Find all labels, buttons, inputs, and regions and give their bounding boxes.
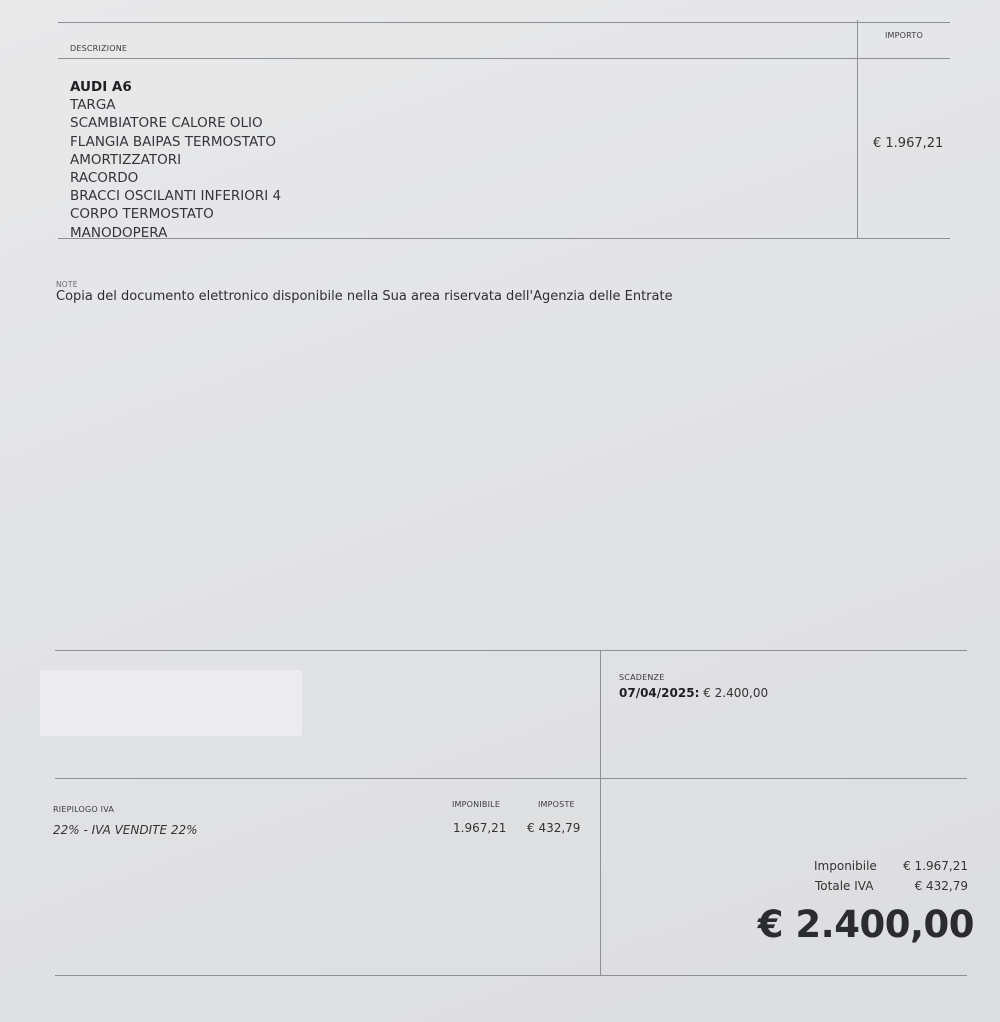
iva-total-label: Totale IVA (815, 879, 874, 893)
descrizione-header: DESCRIZIONE (70, 44, 128, 53)
item-line: MANODOPERA (70, 224, 168, 241)
iva-row-label: 22% - IVA VENDITE 22% (53, 823, 198, 837)
imponibile-total-label: Imponibile (814, 859, 877, 873)
table-top-border (58, 22, 950, 23)
footer-top-border (55, 650, 967, 651)
scadenza-amount: € 2.400,00 (703, 686, 769, 700)
item-line: AUDI A6 (70, 79, 132, 95)
item-line: AMORTIZZATORI (70, 151, 182, 168)
item-line: SCAMBIATORE CALORE OLIO (70, 115, 263, 132)
grand-total: € 2.400,00 (757, 903, 974, 946)
iva-total-value: € 432,79 (914, 879, 968, 893)
item-list (70, 78, 281, 242)
imposte-header: IMPOSTE (538, 800, 575, 809)
footer-column-divider (600, 650, 601, 976)
item-line: RACORDO (70, 170, 139, 187)
note-label: NOTE (56, 280, 78, 289)
imponibile-header: IMPONIBILE (452, 800, 501, 809)
scadenza-line (619, 686, 768, 700)
item-line: CORPO TERMOSTATO (70, 206, 214, 223)
iva-row-imponibile: 1.967,21 (453, 821, 507, 835)
redacted-area (40, 670, 302, 736)
table-header-divider (58, 58, 950, 59)
item-line: FLANGIA BAIPAS TERMOSTATO (70, 133, 277, 150)
iva-row-imposte: € 432,79 (527, 821, 581, 835)
item-importo: € 1.967,21 (873, 136, 944, 151)
note-text: Copia del documento elettronico disponibile nella Sua area riservata dell'Agenzia delle Entrate (56, 289, 673, 304)
scadenze-label: SCADENZE (619, 673, 665, 682)
item-line: TARGA (70, 97, 116, 114)
footer-middle-divider (55, 778, 967, 779)
importo-header: IMPORTO (885, 31, 923, 40)
table-column-divider (857, 20, 858, 238)
scadenza-date: 07/04/2025: (619, 686, 700, 700)
footer-bottom-border (55, 975, 967, 976)
riepilogo-label: RIEPILOGO IVA (53, 805, 115, 814)
item-line: BRACCI OSCILANTI INFERIORI 4 (70, 188, 282, 205)
imponibile-total-value: € 1.967,21 (903, 859, 968, 873)
